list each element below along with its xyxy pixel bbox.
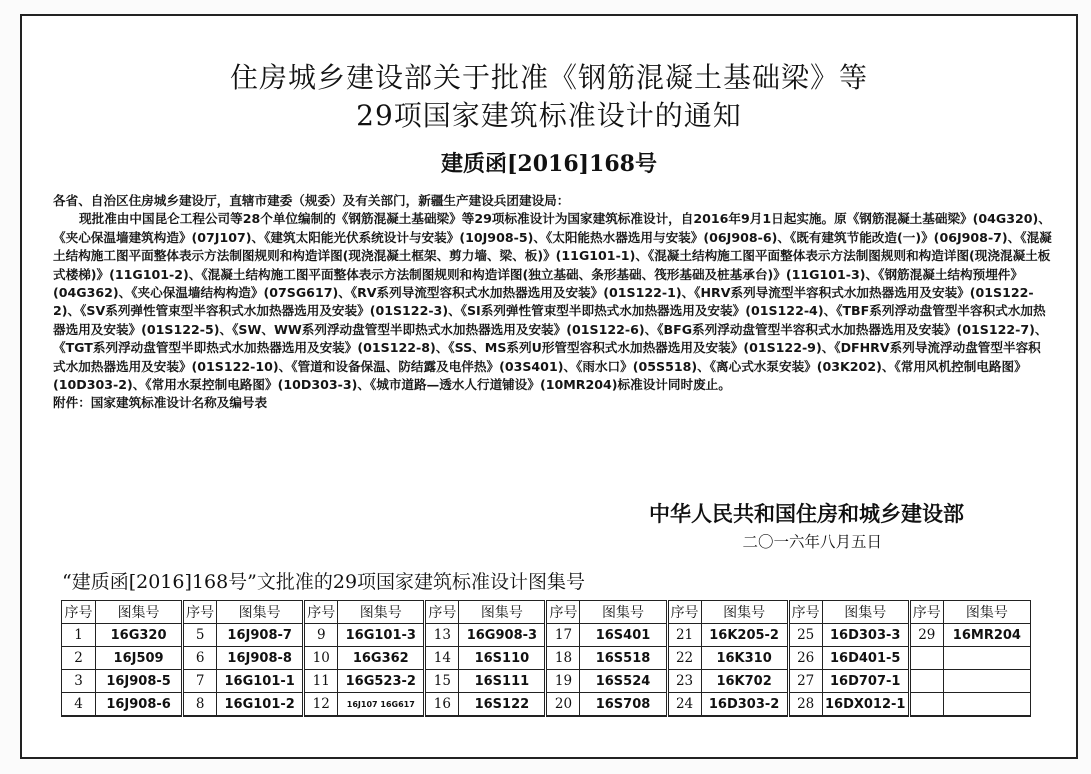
header-serial-number: 序号 [546, 601, 580, 624]
header-atlas-number: 图集号 [96, 601, 183, 624]
cell-atlas-number: 16G101-3 [338, 624, 425, 647]
cell-serial-number: 19 [546, 670, 580, 693]
header-serial-number: 序号 [62, 601, 96, 624]
issue-date: 二〇一六年八月五日 [742, 533, 882, 551]
cell-atlas-number: 16G908-3 [459, 624, 546, 647]
cell-serial-number: 12 [304, 693, 338, 717]
header-serial-number: 序号 [304, 601, 338, 624]
header-atlas-number: 图集号 [217, 601, 304, 624]
cell-atlas-number: 16G523-2 [338, 670, 425, 693]
header-atlas-number: 图集号 [701, 601, 788, 624]
salutation: 各省、自治区住房城乡建设厅，直辖市建委（规委）及有关部门，新疆生产建设兵团建设局： [53, 193, 570, 208]
cell-atlas-number: 16S708 [580, 693, 667, 717]
document-frame [20, 14, 1078, 759]
atlas-number-table [61, 600, 1031, 717]
cell-atlas-number: 16G101-2 [217, 693, 304, 717]
cell-atlas-number: 16J509 [96, 647, 183, 670]
cell-atlas-number: 16J908-5 [96, 670, 183, 693]
cell-serial-number: 16 [425, 693, 459, 717]
header-serial-number: 序号 [425, 601, 459, 624]
cell-serial-number: 23 [667, 670, 701, 693]
cell-atlas-number: 16S110 [459, 647, 546, 670]
cell-serial-number [909, 693, 943, 717]
table-caption: “建质函[2016]168号”文批准的29项国家建筑标准设计图集号 [62, 571, 586, 593]
header-atlas-number: 图集号 [580, 601, 667, 624]
issuer-name: 中华人民共和国住房和城乡建设部 [649, 502, 964, 526]
header-atlas-number: 图集号 [338, 601, 425, 624]
cell-atlas-number: 16G362 [338, 647, 425, 670]
notice-title-line2: 29项国家建筑标准设计的通知 [356, 99, 742, 132]
cell-serial-number: 6 [183, 647, 217, 670]
cell-serial-number: 17 [546, 624, 580, 647]
cell-atlas-number: 16J908-6 [96, 693, 183, 717]
cell-atlas-number: 16S524 [580, 670, 667, 693]
header-serial-number: 序号 [183, 601, 217, 624]
cell-serial-number: 29 [909, 624, 943, 647]
cell-atlas-number: 16J908-7 [217, 624, 304, 647]
cell-atlas-number: 16MR204 [943, 624, 1030, 647]
notice-title-line1: 住房城乡建设部关于批准《钢筋混凝土基础梁》等 [229, 61, 868, 94]
cell-atlas-number: 16DX012-1 [822, 693, 909, 717]
cell-serial-number: 13 [425, 624, 459, 647]
cell-atlas-number: 16D707-1 [822, 670, 909, 693]
header-serial-number: 序号 [667, 601, 701, 624]
cell-serial-number: 24 [667, 693, 701, 717]
cell-atlas-number: 16J107 16G617 [338, 693, 425, 717]
cell-serial-number: 10 [304, 647, 338, 670]
header-serial-number: 序号 [788, 601, 822, 624]
header-atlas-number: 图集号 [943, 601, 1030, 624]
cell-serial-number: 18 [546, 647, 580, 670]
cell-serial-number: 4 [62, 693, 96, 717]
cell-atlas-number [943, 693, 1030, 717]
cell-atlas-number: 16S518 [580, 647, 667, 670]
cell-atlas-number: 16K702 [701, 670, 788, 693]
cell-atlas-number [943, 670, 1030, 693]
cell-atlas-number: 16G101-1 [217, 670, 304, 693]
cell-atlas-number: 16K310 [701, 647, 788, 670]
cell-serial-number: 3 [62, 670, 96, 693]
cell-serial-number: 7 [183, 670, 217, 693]
cell-atlas-number: 16D303-3 [822, 624, 909, 647]
cell-serial-number: 2 [62, 647, 96, 670]
cell-serial-number: 25 [788, 624, 822, 647]
cell-atlas-number: 16K205-2 [701, 624, 788, 647]
cell-atlas-number: 16S122 [459, 693, 546, 717]
main-paragraph: 现批准由中国昆仑工程公司等28个单位编制的《钢筋混凝土基础梁》等29项标准设计为国家建筑标准设计，自2016年9月1日起实施。原《钢筋混凝土基础梁》(04G320)、《夹心保温墙建筑构造》(07J107)、《建筑太阳能光伏系统设计与安装》(10J908-5)、《太阳能热水器选用与安装》(06J908-6)、《既有建筑节能改造(一)》(06J908-7)、《混凝土结构施工图平面整体表示方法制图规则和构造详图(现浇混凝土框架、剪力墙、梁、板)》(11G101-1)、《混凝土结构施工图平面整体表示方法制图规则和构造详图(现浇混凝土板式楼梯)》(11G101-2)、《混凝土结构施工图平面整体表示方法制图规则和构造详图(独立基础、条形基础、筏形基础及桩基承台)》(11G101-3)、《钢筋混凝土结构预埋件》(04G362)、《夹心保温墙结构构造》(07SG617)、《RV系列导流型容积式水加热器选用及安装》(01S122-1)、《HRV系列导流型半容积式水加热器选用及安装》(01S122-2)、《SV系列弹性管束型半容积式水加热器选用及安装》(01S122-3)、《SI系列弹性管束型半即热式水加热器选用及安装》(01S122-4)、《TBF系列浮动盘管型半容积式水加热器选用及安装》(01S122-5)、《SW、WW系列浮动盘管型半即热式水加热器选用及安装》(01S122-6)、《BFG系列浮动盘管型半容积式水加热器选用及安装》(01S122-7)、《TGT系列浮动盘管型半即热式水加热器选用及安装》(01S122-8)、《SS、MS系列U形管型容积式水加热器选用及安装》(01S122-9)、《DFHRV系列导流浮动盘管型半容积式水加热器选用及安装》(01S122-10)、《管道和设备保温、防结露及电伴热》(03S401)、《雨水口》(05S518)、《离心式水泵安装》(03K202)、《常用风机控制电路图》(10D303-2)、《常用水泵控制电路图》(10D303-3)、《城市道路—透水人行道铺设》(10MR204)标准设计同时废止。 [53, 211, 1052, 393]
table-row [62, 647, 1031, 670]
table-header-row [62, 601, 1031, 624]
document-number: 建质函[2016]168号 [441, 151, 657, 177]
cell-serial-number: 21 [667, 624, 701, 647]
table-row [62, 624, 1031, 647]
cell-serial-number: 1 [62, 624, 96, 647]
cell-atlas-number: 16D303-2 [701, 693, 788, 717]
cell-serial-number: 27 [788, 670, 822, 693]
cell-serial-number [909, 647, 943, 670]
attachment-line: 附件：国家建筑标准设计名称及编号表 [53, 395, 268, 411]
header-atlas-number: 图集号 [459, 601, 546, 624]
cell-serial-number: 20 [546, 693, 580, 717]
cell-atlas-number: 16S401 [580, 624, 667, 647]
cell-atlas-number: 16J908-8 [217, 647, 304, 670]
cell-serial-number: 5 [183, 624, 217, 647]
cell-atlas-number: 16D401-5 [822, 647, 909, 670]
cell-serial-number: 15 [425, 670, 459, 693]
table-row [62, 670, 1031, 693]
cell-serial-number: 11 [304, 670, 338, 693]
table-row [62, 693, 1031, 717]
cell-serial-number: 28 [788, 693, 822, 717]
cell-serial-number: 9 [304, 624, 338, 647]
cell-atlas-number: 16G320 [96, 624, 183, 647]
notice-body [53, 192, 1053, 413]
header-serial-number: 序号 [909, 601, 943, 624]
cell-atlas-number: 16S111 [459, 670, 546, 693]
cell-serial-number: 8 [183, 693, 217, 717]
cell-atlas-number [943, 647, 1030, 670]
cell-serial-number [909, 670, 943, 693]
header-atlas-number: 图集号 [822, 601, 909, 624]
cell-serial-number: 26 [788, 647, 822, 670]
cell-serial-number: 14 [425, 647, 459, 670]
cell-serial-number: 22 [667, 647, 701, 670]
